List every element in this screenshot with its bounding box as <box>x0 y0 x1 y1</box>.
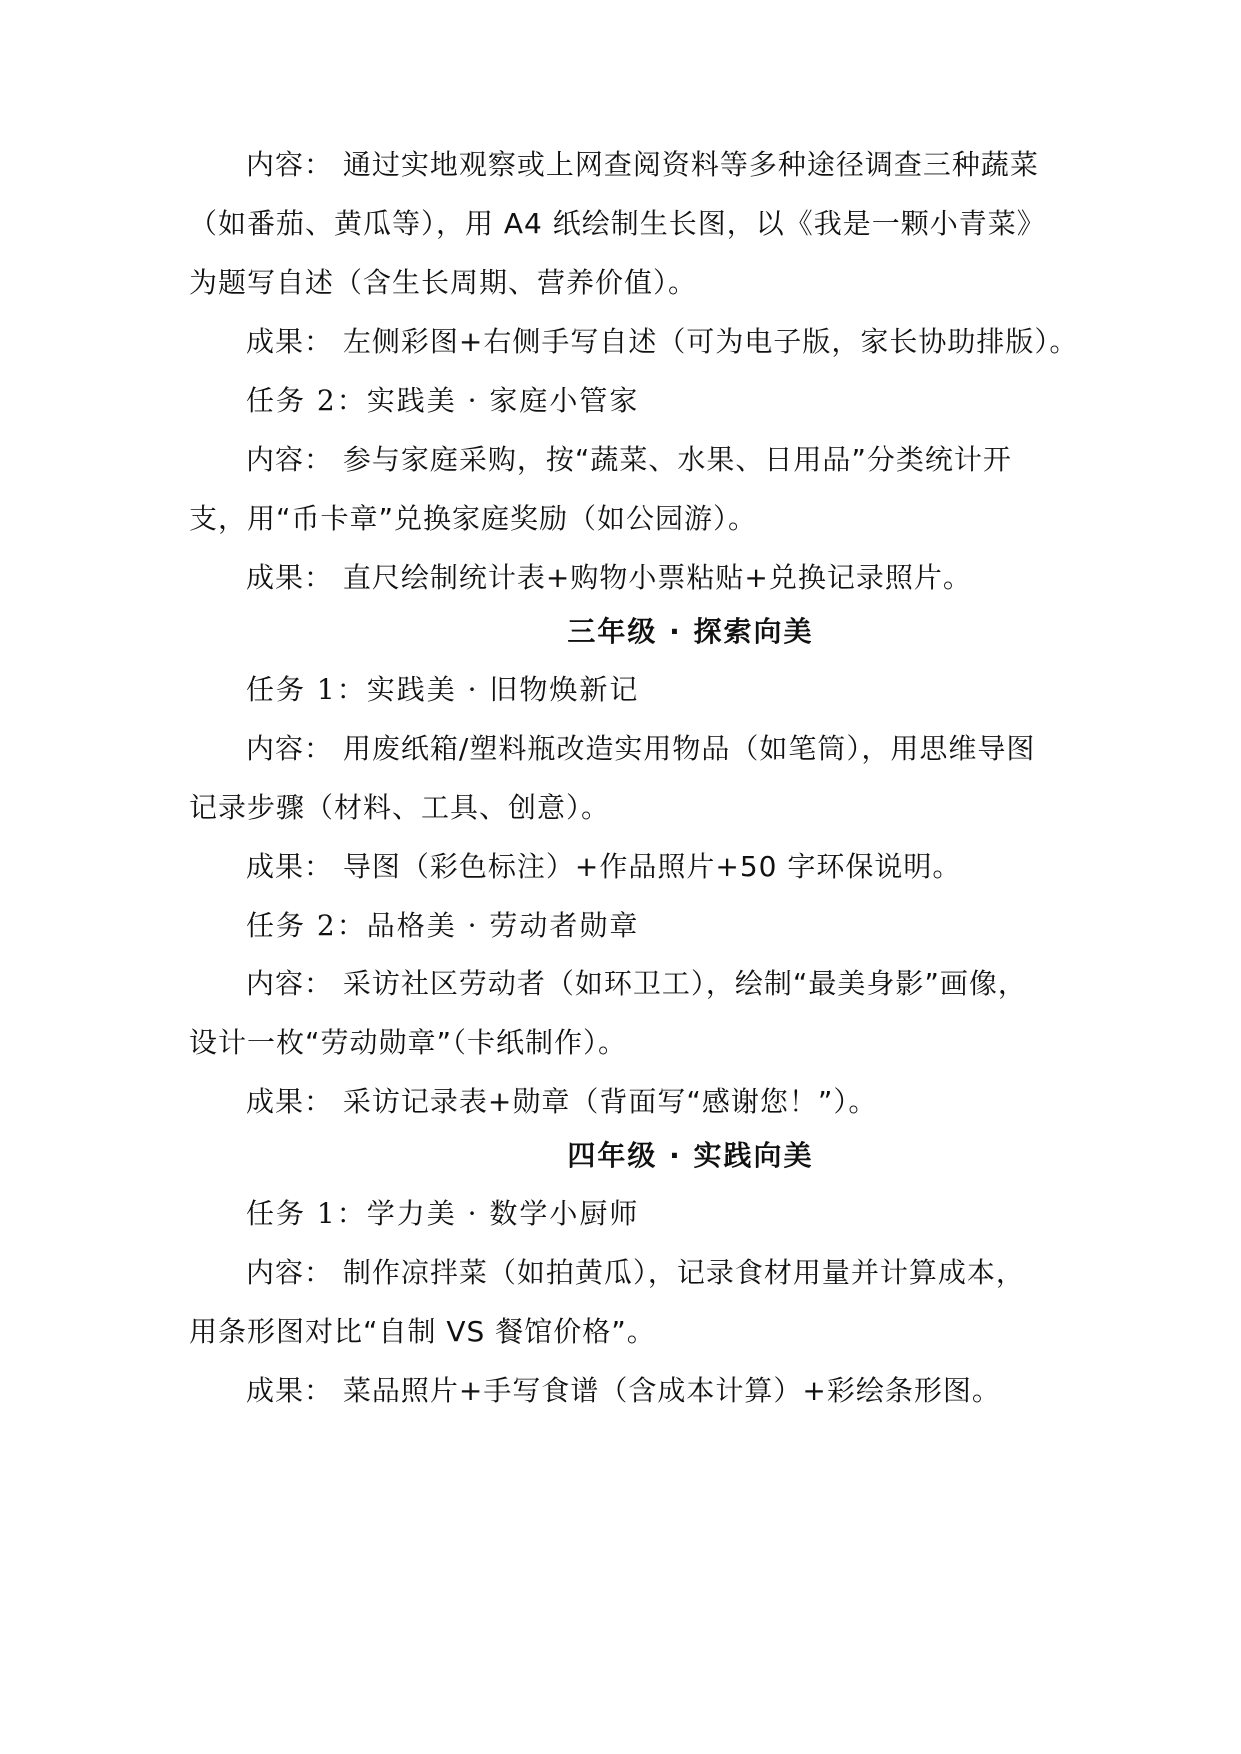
paragraph-line: 内容： 参与家庭采购，按“蔬菜、水果、日用品”分类统计开 <box>246 443 1012 476</box>
paragraph-line: 设计一枚“劳动勋章”（卡纸制作）。 <box>189 1026 628 1059</box>
paragraph-line: 为题写自述（含生长周期、营养价值）。 <box>189 266 698 299</box>
paragraph-line: 内容： 用废纸箱/塑料瓶改造实用物品（如笔筒），用思维导图 <box>246 732 1036 765</box>
paragraph-line: 成果： 导图（彩色标注）+作品照片+50 字环保说明。 <box>246 850 962 883</box>
paragraph-line: （如番茄、黄瓜等），用 A4 纸绘制生长图，以《我是一颗小青菜》 <box>189 207 1046 240</box>
paragraph-line: 内容： 制作凉拌菜（如拍黄瓜），记录食材用量并计算成本， <box>246 1256 1025 1289</box>
task-title: 任务 2：实践美 · 家庭小管家 <box>246 384 640 417</box>
paragraph-line: 记录步骤（材料、工具、创意）。 <box>189 791 611 824</box>
paragraph-line: 成果： 采访记录表+勋章（背面写“感谢您！”）。 <box>246 1085 878 1118</box>
task-title: 任务 1：学力美 · 数学小厨师 <box>246 1197 640 1230</box>
grade-heading: 四年级 · 实践向美 <box>567 1139 814 1172</box>
paragraph-line: 成果： 左侧彩图+右侧手写自述（可为电子版，家长协助排版）。 <box>246 325 1079 358</box>
paragraph-line: 支，用“币卡章”兑换家庭奖励（如公园游）。 <box>189 502 758 535</box>
task-title: 任务 2：品格美 · 劳动者勋章 <box>246 909 640 942</box>
grade-heading: 三年级 · 探索向美 <box>567 615 814 648</box>
paragraph-line: 用条形图对比“自制 VS 餐馆价格”。 <box>189 1315 656 1348</box>
paragraph-line: 成果： 菜品照片+手写食谱（含成本计算）+彩绘条形图。 <box>246 1374 1001 1407</box>
paragraph-line: 内容： 通过实地观察或上网查阅资料等多种途径调查三种蔬菜 <box>246 148 1039 181</box>
task-title: 任务 1：实践美 · 旧物焕新记 <box>246 673 640 706</box>
paragraph-line: 成果： 直尺绘制统计表+购物小票粘贴+兑换记录照片。 <box>246 561 972 594</box>
paragraph-line: 内容： 采访社区劳动者（如环卫工），绘制“最美身影”画像， <box>246 967 1027 1000</box>
